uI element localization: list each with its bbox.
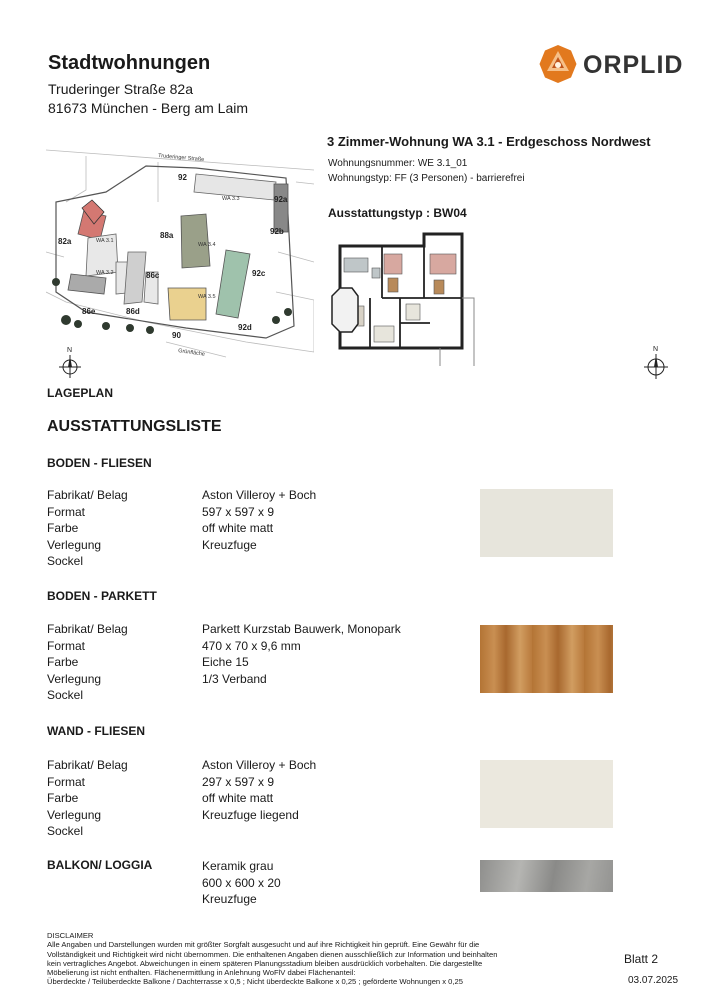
- row-label: Format: [47, 774, 86, 789]
- disclaimer-line: Möbelierung ist nicht enthalten. Flächenermittlung in Anlehnung WoFlV dabei Flächenanteil:: [47, 968, 356, 978]
- orplid-logo: [538, 44, 578, 89]
- section-title: BODEN - PARKETT: [47, 589, 157, 603]
- tile-swatch-boden-fliesen: [480, 489, 613, 557]
- disclaimer-line: Alle Angaben und Darstellungen wurden mit größter Sorgfalt ausgesucht und auf ihre Richtigkeit hin geprüft. Eine Gewähr für die: [47, 940, 480, 950]
- svg-text:88a: 88a: [160, 231, 174, 240]
- svg-text:WA 3.2: WA 3.2: [96, 270, 114, 276]
- row-value: Keramik grau: [202, 859, 274, 873]
- disclaimer-line: Vollständigkeit und Richtigkeit wird nicht übernommen. Die enthaltenen Angaben dienen ausschließlich zur Information und beinhalten: [47, 949, 498, 959]
- address-city: 81673 München - Berg am Laim: [48, 100, 248, 116]
- row-label: Verlegung: [47, 671, 102, 686]
- disclaimer-line: Überdeckte / Teilüberdeckte Balkone / Dachterrasse x 0,5 ; Nicht überdeckte Balkone x 0,25 ; geförderte Wohnungen x 0,25: [47, 977, 463, 987]
- siteplan-caption: LAGEPLAN: [47, 386, 113, 400]
- row-label: Farbe: [47, 791, 79, 805]
- unit-type: Wohnungstyp: FF (3 Personen) - barrierefrei: [328, 173, 525, 184]
- row-label: Sockel: [47, 554, 84, 568]
- row-value: Kreuzfuge: [202, 537, 257, 552]
- row-label: Format: [47, 638, 86, 653]
- section-rows: [47, 621, 467, 706]
- svg-text:92d: 92d: [238, 323, 252, 332]
- section-title: BALKON/ LOGGIA: [47, 858, 153, 872]
- row-value: Kreuzfuge: [202, 892, 257, 906]
- svg-text:92c: 92c: [252, 269, 266, 278]
- disclaimer-title: DISCLAIMER: [47, 931, 94, 940]
- row-value: off white matt: [202, 521, 274, 535]
- row-value: off white matt: [202, 791, 274, 805]
- row-value: Aston Villeroy + Boch: [202, 758, 317, 772]
- orplid-emblem-icon: [538, 44, 578, 84]
- row-value: 597 x 597 x 9: [202, 504, 275, 519]
- row-label: Farbe: [47, 655, 79, 669]
- floor-plan: [330, 228, 478, 366]
- row-value: Eiche 15: [202, 655, 249, 669]
- row-value: Kreuzfuge liegend: [202, 807, 299, 822]
- svg-text:92b: 92b: [270, 227, 284, 236]
- logo-text: ORPLID: [583, 51, 684, 79]
- section-title: BODEN - FLIESEN: [47, 456, 152, 470]
- list-title: AUSSTATTUNGSLISTE: [47, 418, 222, 435]
- svg-text:92a: 92a: [274, 195, 288, 204]
- row-value: Aston Villeroy + Boch: [202, 488, 317, 502]
- row-label: Farbe: [47, 521, 79, 535]
- svg-text:WA 3.1: WA 3.1: [96, 238, 114, 244]
- svg-text:90: 90: [172, 331, 181, 340]
- tile-swatch-parkett: [480, 625, 613, 693]
- sheet-number: Blatt 2: [624, 952, 659, 966]
- row-label: Format: [47, 504, 86, 519]
- row-label: Fabrikat/ Belag: [47, 622, 128, 636]
- green-label: Grünfläche: [177, 348, 206, 358]
- row-value: 470 x 70 x 9,6 mm: [202, 638, 301, 653]
- unit-title: 3 Zimmer-Wohnung WA 3.1 - Erdgeschoss Nordwest: [327, 134, 651, 149]
- svg-text:N: N: [653, 346, 659, 353]
- tile-swatch-balkon: [480, 860, 613, 892]
- row-value: 600 x 600 x 20: [202, 875, 281, 890]
- row-label: Sockel: [47, 824, 84, 838]
- tile-swatch-wand-fliesen: [480, 760, 613, 828]
- unit-number: Wohnungsnummer: WE 3.1_01: [328, 158, 468, 169]
- disclaimer-line: kein vertragliches Angebot. Abweichungen in einem späteren Planungsstadium bleiben ausdrücklich vorbehalten. Die dargestellte: [47, 958, 483, 968]
- section-title: WAND - FLIESEN: [47, 724, 145, 738]
- row-value: Parkett Kurzstab Bauwerk, Monopark: [202, 622, 401, 636]
- row-label: Verlegung: [47, 537, 102, 552]
- street-label: Truderinger Straße: [157, 153, 205, 164]
- date: 03.07.2025: [628, 975, 679, 986]
- row-label: Fabrikat/ Belag: [47, 758, 128, 772]
- row-value: 1/3 Verband: [202, 671, 267, 686]
- svg-text:N: N: [67, 347, 73, 354]
- svg-text:WA 3.4: WA 3.4: [198, 242, 216, 248]
- address-street: Truderinger Straße 82a: [48, 81, 193, 97]
- section-rows: [47, 757, 467, 842]
- svg-text:86e: 86e: [82, 307, 96, 316]
- row-label: Sockel: [47, 688, 84, 702]
- page-title: Stadtwohnungen: [48, 52, 211, 74]
- section-rows: [47, 487, 467, 572]
- floorplan-north-arrow-icon: [641, 344, 671, 385]
- north-arrow-icon: [57, 345, 83, 384]
- svg-text:86d: 86d: [126, 307, 140, 316]
- row-value: 297 x 597 x 9: [202, 774, 275, 789]
- ausstattungstyp: Ausstattungstyp : BW04: [328, 206, 467, 220]
- svg-text:WA 3.3: WA 3.3: [222, 196, 240, 202]
- disclaimer: [47, 931, 507, 987]
- row-label: Verlegung: [47, 807, 102, 822]
- svg-text:86c: 86c: [146, 271, 160, 280]
- svg-text:82a: 82a: [58, 237, 72, 246]
- svg-text:92: 92: [178, 173, 187, 182]
- svg-text:WA 3.5: WA 3.5: [198, 294, 216, 300]
- section-rows: [47, 858, 467, 910]
- row-label: Fabrikat/ Belag: [47, 488, 128, 502]
- site-plan: [46, 142, 314, 362]
